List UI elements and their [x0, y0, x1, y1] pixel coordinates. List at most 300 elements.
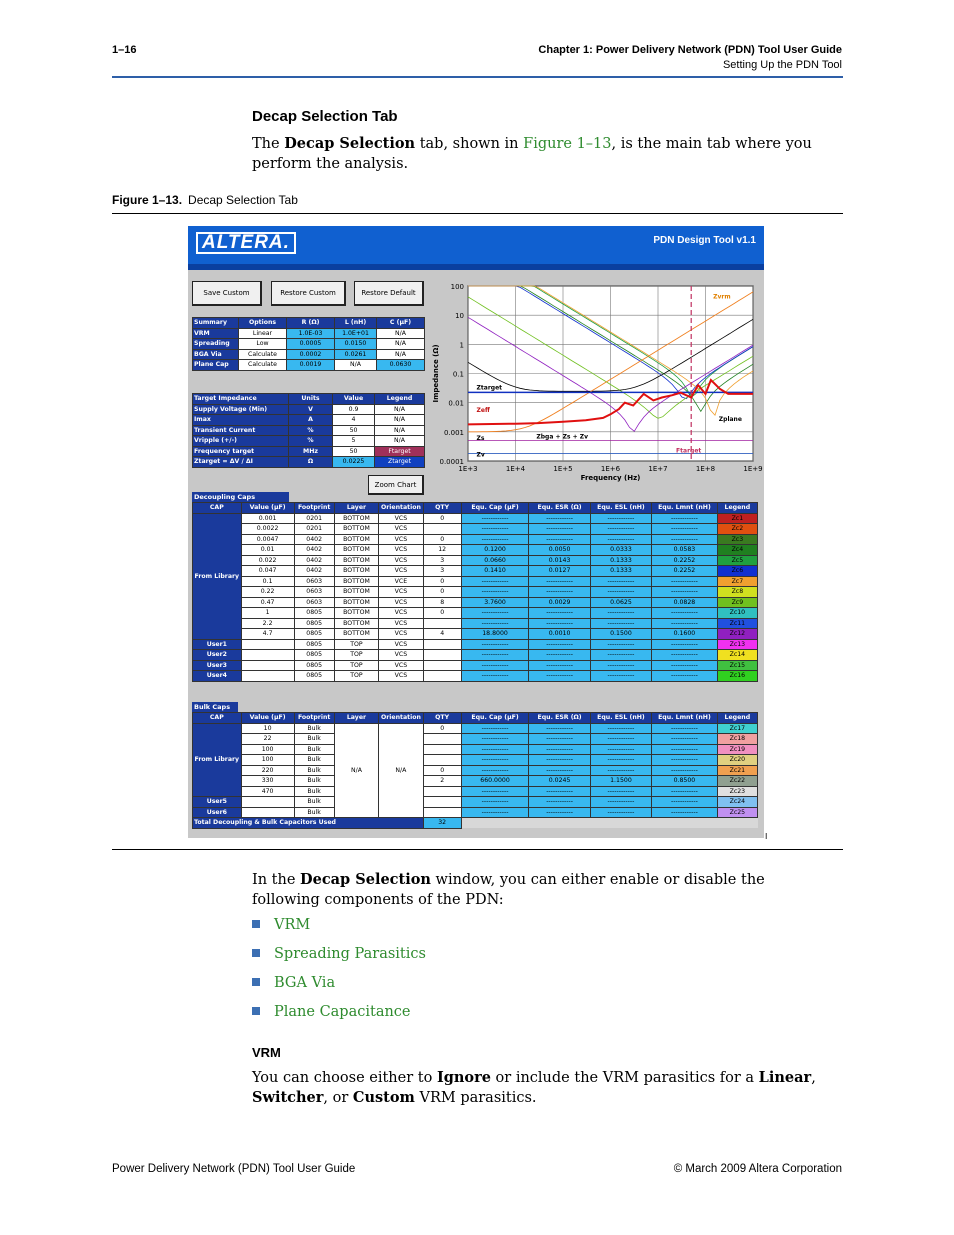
- footprint-select[interactable]: 0201: [294, 524, 334, 535]
- value-select[interactable]: 470: [241, 786, 294, 797]
- summary-header-cell: Options: [239, 318, 287, 329]
- value-select[interactable]: 220: [241, 765, 294, 776]
- bulk-header-cell: Layer: [334, 713, 378, 724]
- qty-input[interactable]: 0: [423, 765, 461, 776]
- target-cell: Ztarget: [375, 457, 425, 468]
- summary-header-row: [193, 318, 425, 329]
- summary-value: N/A: [377, 339, 425, 350]
- equ-value: ------------: [529, 639, 590, 650]
- value-select[interactable]: 0.47: [241, 597, 294, 608]
- y-tick-label: 100: [450, 283, 464, 291]
- equ-value: ------------: [529, 660, 590, 671]
- target-value-input[interactable]: 50: [333, 425, 375, 436]
- page-number: 1–16: [112, 44, 137, 56]
- equ-value: ------------: [590, 671, 651, 682]
- bullet-vrm[interactable]: VRM: [252, 917, 310, 933]
- x-tick-label: 1E+4: [505, 465, 526, 473]
- equ-value: ------------: [529, 513, 590, 524]
- value-select[interactable]: 4.7: [241, 629, 294, 640]
- orientation-select[interactable]: VCS: [379, 650, 423, 661]
- qty-input[interactable]: 0: [423, 513, 461, 524]
- decap-header-cell: Footprint: [294, 503, 334, 514]
- equ-value: ------------: [461, 650, 529, 661]
- banner-stripe: [188, 264, 764, 270]
- equ-value: ------------: [590, 660, 651, 671]
- target-header-cell: Target Impedance: [193, 394, 289, 405]
- equ-value: ------------: [652, 734, 718, 745]
- orientation-select[interactable]: VCS: [379, 639, 423, 650]
- equ-value: ------------: [590, 534, 651, 545]
- decap-header-cell: Equ. Lmnt (nH): [652, 503, 718, 514]
- value-select[interactable]: [241, 650, 294, 661]
- decap-header-cell: Legend: [717, 503, 757, 514]
- qty-input[interactable]: 8: [423, 597, 461, 608]
- intro-paragraph: The Decap Selection tab, shown in Figure 1–13, is the main tab where you perform the analysis.: [252, 135, 812, 172]
- summary-option-select[interactable]: Calculate: [239, 360, 287, 371]
- legend-swatch: Zc14: [717, 650, 757, 661]
- equ-value: 0.1200: [461, 545, 529, 556]
- equ-value: 0.1333: [590, 555, 651, 566]
- bulk-row: [193, 755, 758, 766]
- value-select[interactable]: 100: [241, 744, 294, 755]
- x-tick-label: 1E+3: [458, 465, 478, 473]
- bullet-square-icon: [252, 978, 260, 986]
- value-select[interactable]: 330: [241, 776, 294, 787]
- target-cell: %: [289, 436, 333, 447]
- equ-value: ------------: [461, 639, 529, 650]
- target-cell: Transient Current: [193, 425, 289, 436]
- footprint-select[interactable]: 0805: [294, 639, 334, 650]
- equ-value: ------------: [461, 786, 529, 797]
- equ-value: ------------: [529, 744, 590, 755]
- layer-select[interactable]: BOTTOM: [334, 597, 378, 608]
- target-row: [193, 457, 425, 468]
- orientation-select[interactable]: VCS: [379, 618, 423, 629]
- pdn-tool-screenshot: [188, 226, 764, 838]
- equ-value: ------------: [652, 513, 718, 524]
- equ-value: ------------: [652, 671, 718, 682]
- bulk-header-cell: Equ. ESL (nH): [590, 713, 651, 724]
- value-select[interactable]: 0.047: [241, 566, 294, 577]
- equ-value: ------------: [461, 524, 529, 535]
- layer-select[interactable]: BOTTOM: [334, 555, 378, 566]
- orientation-select[interactable]: VCS: [379, 513, 423, 524]
- summary-row: [193, 349, 425, 360]
- bulk-row: [193, 744, 758, 755]
- summary-row-label: Spreading: [193, 339, 239, 350]
- x-axis-label: Frequency (Hz): [580, 474, 641, 482]
- qty-input[interactable]: 0: [423, 534, 461, 545]
- layer-select[interactable]: TOP: [334, 650, 378, 661]
- bullet-bga-via[interactable]: BGA Via: [252, 975, 335, 991]
- bulk-header-cell: QTY: [423, 713, 461, 724]
- target-header-cell: Legend: [375, 394, 425, 405]
- figure-link[interactable]: Figure 1–13: [523, 136, 612, 152]
- orientation-na: N/A: [379, 723, 423, 818]
- body-paragraph-2: You can choose either to Ignore or include the VRM parasitics for a Linear, Switcher, or Custom VRM parasitics.: [252, 1069, 816, 1106]
- decap-row: [193, 608, 758, 619]
- layer-select[interactable]: BOTTOM: [334, 534, 378, 545]
- save-custom-button[interactable]: Save Custom: [192, 281, 262, 306]
- summary-header-cell: Summary: [193, 318, 239, 329]
- orientation-select[interactable]: VCS: [379, 608, 423, 619]
- restore-default-button[interactable]: Restore Default: [354, 281, 424, 306]
- qty-input[interactable]: [423, 755, 461, 766]
- value-select[interactable]: 0.0047: [241, 534, 294, 545]
- decap-row: [193, 566, 758, 577]
- equ-value: ------------: [590, 807, 651, 818]
- qty-input[interactable]: [423, 524, 461, 535]
- footprint-select[interactable]: 0805: [294, 618, 334, 629]
- body-paragraph-1: In the Decap Selection window, you can either enable or disable the following components of the PDN:: [252, 871, 765, 908]
- qty-input[interactable]: 12: [423, 545, 461, 556]
- equ-value: 3.7600: [461, 597, 529, 608]
- legend-swatch: Zc18: [717, 734, 757, 745]
- equ-value: ------------: [529, 786, 590, 797]
- orientation-select[interactable]: VCS: [379, 545, 423, 556]
- equ-value: ------------: [590, 524, 651, 535]
- orientation-select[interactable]: VCS: [379, 597, 423, 608]
- chart-annotation: Zvrm: [713, 293, 731, 301]
- y-tick-label: 10: [455, 312, 464, 321]
- qty-input[interactable]: [423, 671, 461, 682]
- legend-swatch: Zc12: [717, 629, 757, 640]
- qty-input[interactable]: [423, 660, 461, 671]
- equ-value: 0.0050: [529, 545, 590, 556]
- layer-select[interactable]: BOTTOM: [334, 587, 378, 598]
- bulk-row: [193, 797, 758, 808]
- tool-title: PDN Design Tool v1.1: [653, 235, 756, 246]
- orientation-select[interactable]: VCS: [379, 534, 423, 545]
- bullet-square-icon: [252, 1007, 260, 1015]
- footprint-select[interactable]: 0805: [294, 650, 334, 661]
- qty-input[interactable]: [423, 786, 461, 797]
- target-header-row: [193, 394, 425, 405]
- target-cell: Frequency target: [193, 446, 289, 457]
- footprint-select[interactable]: 0402: [294, 566, 334, 577]
- equ-value: ------------: [652, 744, 718, 755]
- layer-select[interactable]: BOTTOM: [334, 513, 378, 524]
- footprint-select[interactable]: 0402: [294, 545, 334, 556]
- figure-caption: Figure 1–13. Decap Selection Tab: [112, 193, 298, 207]
- equ-value: 0.2252: [652, 555, 718, 566]
- target-row: [193, 404, 425, 415]
- decap-row: [193, 534, 758, 545]
- decap-header-cell: Equ. Cap (µF): [461, 503, 529, 514]
- footprint-select[interactable]: 0603: [294, 587, 334, 598]
- impedance-chart: [428, 282, 763, 497]
- user-cap-label: User6: [193, 807, 242, 818]
- equ-value: ------------: [529, 524, 590, 535]
- chart-annotation: Zeff: [476, 407, 490, 414]
- legend-swatch: Zc5: [717, 555, 757, 566]
- cursor-mark: I: [765, 832, 768, 841]
- layer-select[interactable]: BOTTOM: [334, 545, 378, 556]
- footprint-select[interactable]: 0402: [294, 555, 334, 566]
- value-select[interactable]: [241, 660, 294, 671]
- target-value-input[interactable]: 50: [333, 446, 375, 457]
- target-header-cell: Value: [333, 394, 375, 405]
- equ-value: 0.1333: [590, 566, 651, 577]
- equ-value: 0.0828: [652, 597, 718, 608]
- bullet-plane-cap[interactable]: Plane Capacitance: [252, 1004, 411, 1020]
- qty-input[interactable]: 0: [423, 576, 461, 587]
- equ-value: 0.0010: [529, 629, 590, 640]
- value-select[interactable]: 0.0022: [241, 524, 294, 535]
- equ-value: ------------: [652, 755, 718, 766]
- footprint-select[interactable]: 0603: [294, 576, 334, 587]
- decap-header-cell: CAP: [193, 503, 242, 514]
- y-axis-label: Impedance (Ω): [432, 344, 440, 403]
- target-header-cell: Units: [289, 394, 333, 405]
- value-select[interactable]: [241, 797, 294, 808]
- orientation-select[interactable]: VCS: [379, 660, 423, 671]
- value-select[interactable]: 1: [241, 608, 294, 619]
- equ-value: ------------: [529, 734, 590, 745]
- equ-value: ------------: [461, 723, 529, 734]
- layer-select[interactable]: BOTTOM: [334, 524, 378, 535]
- equ-value: ------------: [461, 765, 529, 776]
- equ-value: ------------: [529, 587, 590, 598]
- equ-value: ------------: [590, 755, 651, 766]
- layer-select[interactable]: BOTTOM: [334, 618, 378, 629]
- target-value-input[interactable]: 5: [333, 436, 375, 447]
- chart-annotation: Zv: [476, 451, 485, 459]
- bulk-header-cell: Orientation: [379, 713, 423, 724]
- orientation-select[interactable]: VCS: [379, 524, 423, 535]
- equ-value: ------------: [529, 797, 590, 808]
- equ-value: ------------: [590, 650, 651, 661]
- total-caps-value: 32: [423, 818, 461, 829]
- orientation-select[interactable]: VCS: [379, 671, 423, 682]
- equ-value: ------------: [461, 576, 529, 587]
- summary-row-label: Plane Cap: [193, 360, 239, 371]
- qty-input[interactable]: 2: [423, 776, 461, 787]
- qty-input[interactable]: [423, 618, 461, 629]
- equ-value: ------------: [461, 744, 529, 755]
- decap-row: [193, 660, 758, 671]
- total-blank: [461, 818, 757, 829]
- value-select[interactable]: 10: [241, 723, 294, 734]
- zoom-chart-button[interactable]: Zoom Chart: [368, 475, 424, 495]
- summary-value: N/A: [377, 349, 425, 360]
- legend-swatch: Zc9: [717, 597, 757, 608]
- chart-annotation: Zplane: [718, 415, 742, 423]
- bullet-square-icon: [252, 949, 260, 957]
- chart-annotation: Zs: [476, 435, 485, 442]
- equ-value: ------------: [590, 608, 651, 619]
- qty-input[interactable]: 0: [423, 723, 461, 734]
- restore-custom-button[interactable]: Restore Custom: [271, 281, 346, 306]
- decap-row: [193, 524, 758, 535]
- orientation-select[interactable]: VCS: [379, 629, 423, 640]
- value-select[interactable]: [241, 639, 294, 650]
- equ-value: 0.2252: [652, 566, 718, 577]
- footprint-select[interactable]: 0805: [294, 629, 334, 640]
- qty-input[interactable]: 3: [423, 566, 461, 577]
- decap-row: [193, 671, 758, 682]
- qty-input[interactable]: 0: [423, 587, 461, 598]
- value-select[interactable]: 0.01: [241, 545, 294, 556]
- equ-value: ------------: [590, 723, 651, 734]
- footprint-select[interactable]: 0805: [294, 671, 334, 682]
- summary-value: 0.0005: [287, 339, 335, 350]
- layer-select[interactable]: TOP: [334, 639, 378, 650]
- footprint-select[interactable]: 0201: [294, 513, 334, 524]
- bulk-total-row: [193, 818, 758, 829]
- summary-option-select[interactable]: Calculate: [239, 349, 287, 360]
- equ-value: 18.8000: [461, 629, 529, 640]
- target-cell: Supply Voltage (Min): [193, 404, 289, 415]
- bulk-header-row: [193, 713, 758, 724]
- decoupling-caps-title: Decoupling Caps: [192, 492, 289, 502]
- orientation-select[interactable]: VCE: [379, 576, 423, 587]
- x-tick-label: 1E+5: [553, 465, 573, 473]
- equ-value: ------------: [461, 587, 529, 598]
- orientation-select[interactable]: VCS: [379, 587, 423, 598]
- layer-select[interactable]: BOTTOM: [334, 566, 378, 577]
- target-row: [193, 415, 425, 426]
- qty-input[interactable]: [423, 650, 461, 661]
- value-select[interactable]: 0.001: [241, 513, 294, 524]
- section-heading: Decap Selection Tab: [252, 108, 398, 125]
- decap-row: [193, 597, 758, 608]
- value-select[interactable]: 22: [241, 734, 294, 745]
- footprint-cell: Bulk: [294, 807, 334, 818]
- layer-select[interactable]: TOP: [334, 660, 378, 671]
- value-select[interactable]: 100: [241, 755, 294, 766]
- footer-left: Power Delivery Network (PDN) Tool User Guide: [112, 1163, 356, 1175]
- decap-header-cell: QTY: [423, 503, 461, 514]
- orientation-select[interactable]: VCS: [379, 566, 423, 577]
- qty-input[interactable]: 4: [423, 629, 461, 640]
- equ-value: ------------: [590, 765, 651, 776]
- bulk-row: [193, 807, 758, 818]
- legend-swatch: Zc13: [717, 639, 757, 650]
- summary-value: 0.0002: [287, 349, 335, 360]
- equ-value: 0.8500: [652, 776, 718, 787]
- qty-input[interactable]: [423, 639, 461, 650]
- decoupling-caps-table: [192, 502, 758, 682]
- summary-value: N/A: [335, 360, 377, 371]
- equ-value: ------------: [461, 534, 529, 545]
- summary-option-select[interactable]: Linear: [239, 328, 287, 339]
- user-cap-label: User2: [193, 650, 242, 661]
- equ-value: ------------: [461, 734, 529, 745]
- target-value-input[interactable]: 4: [333, 415, 375, 426]
- equ-value: ------------: [529, 650, 590, 661]
- value-select[interactable]: 0.22: [241, 587, 294, 598]
- target-cell: A: [289, 415, 333, 426]
- qty-input[interactable]: [423, 797, 461, 808]
- bulk-header-cell: Equ. ESR (Ω): [529, 713, 590, 724]
- footprint-select[interactable]: 0402: [294, 534, 334, 545]
- qty-input[interactable]: 0: [423, 608, 461, 619]
- bulk-row: [193, 765, 758, 776]
- value-select[interactable]: 0.022: [241, 555, 294, 566]
- summary-row-label: BGA Via: [193, 349, 239, 360]
- equ-value: ------------: [590, 734, 651, 745]
- decap-header-cell: Value (µF): [241, 503, 294, 514]
- equ-value: ------------: [652, 576, 718, 587]
- summary-row-label: VRM: [193, 328, 239, 339]
- layer-select[interactable]: BOTTOM: [334, 576, 378, 587]
- value-select[interactable]: 0.1: [241, 576, 294, 587]
- equ-value: ------------: [529, 534, 590, 545]
- legend-swatch: Zc11: [717, 618, 757, 629]
- decap-header-cell: Equ. ESR (Ω): [529, 503, 590, 514]
- footprint-select[interactable]: 0805: [294, 660, 334, 671]
- chapter-title: Chapter 1: Power Delivery Network (PDN) Tool User Guide: [538, 44, 842, 56]
- equ-value: ------------: [652, 807, 718, 818]
- bullet-spreading[interactable]: Spreading Parasitics: [252, 946, 426, 962]
- decap-header-cell: Layer: [334, 503, 378, 514]
- equ-value: 660.0000: [461, 776, 529, 787]
- value-select[interactable]: [241, 671, 294, 682]
- decap-row: [193, 513, 758, 524]
- footprint-select[interactable]: 0603: [294, 597, 334, 608]
- equ-value: 1.1500: [590, 776, 651, 787]
- qty-input[interactable]: [423, 807, 461, 818]
- equ-value: 0.0333: [590, 545, 651, 556]
- legend-swatch: Zc1: [717, 513, 757, 524]
- y-tick-label: 1: [459, 341, 464, 350]
- summary-option-select[interactable]: Low: [239, 339, 287, 350]
- target-value-input[interactable]: 0.9: [333, 404, 375, 415]
- from-library-label: From Library: [193, 513, 242, 639]
- bulk-row: [193, 734, 758, 745]
- legend-swatch: Zc3: [717, 534, 757, 545]
- equ-value: ------------: [461, 755, 529, 766]
- target-value-input[interactable]: 0.0225: [333, 457, 375, 468]
- value-select[interactable]: 2.2: [241, 618, 294, 629]
- bullet-square-icon: [252, 920, 260, 928]
- equ-value: ------------: [590, 618, 651, 629]
- equ-value: ------------: [529, 671, 590, 682]
- legend-swatch: Zc20: [717, 755, 757, 766]
- decap-row: [193, 650, 758, 661]
- qty-input[interactable]: 3: [423, 555, 461, 566]
- bulk-header-cell: Equ. Lmnt (nH): [652, 713, 718, 724]
- summary-value: 0.0019: [287, 360, 335, 371]
- summary-header-cell: R (Ω): [287, 318, 335, 329]
- equ-value: ------------: [461, 807, 529, 818]
- orientation-select[interactable]: VCS: [379, 555, 423, 566]
- summary-value: 0.0261: [335, 349, 377, 360]
- target-cell: N/A: [375, 404, 425, 415]
- bulk-header-cell: CAP: [193, 713, 242, 724]
- legend-swatch: Zc21: [717, 765, 757, 776]
- equ-value: 0.1600: [652, 629, 718, 640]
- layer-select[interactable]: BOTTOM: [334, 629, 378, 640]
- legend-swatch: Zc24: [717, 797, 757, 808]
- value-select[interactable]: [241, 807, 294, 818]
- equ-value: ------------: [461, 797, 529, 808]
- equ-value: ------------: [461, 660, 529, 671]
- summary-value: 1.0E+01: [335, 328, 377, 339]
- equ-value: ------------: [590, 744, 651, 755]
- equ-value: ------------: [652, 650, 718, 661]
- user-cap-label: User3: [193, 660, 242, 671]
- target-row: [193, 436, 425, 447]
- layer-na: N/A: [334, 723, 378, 818]
- decap-header-cell: Equ. ESL (nH): [590, 503, 651, 514]
- qty-input[interactable]: [423, 734, 461, 745]
- qty-input[interactable]: [423, 744, 461, 755]
- layer-select[interactable]: TOP: [334, 671, 378, 682]
- layer-select[interactable]: BOTTOM: [334, 608, 378, 619]
- footprint-select[interactable]: 0805: [294, 608, 334, 619]
